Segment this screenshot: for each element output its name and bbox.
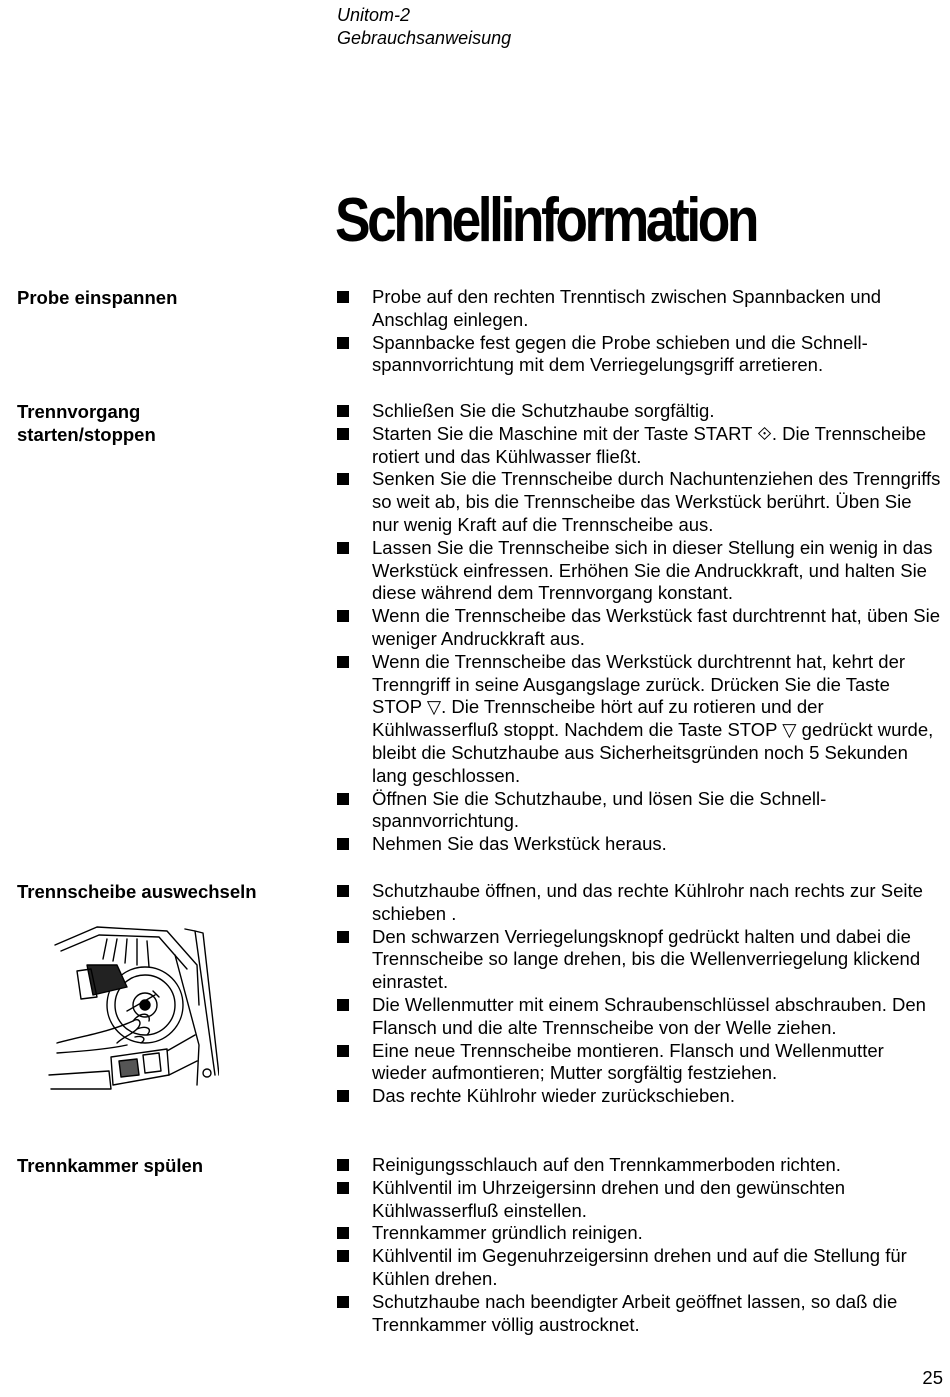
list-item: Kühlventil im Gegenuhrzeigersinn drehen und auf die Stellung für Kühlen drehen. <box>337 1245 942 1291</box>
bullet-icon <box>337 473 349 485</box>
bullet-icon <box>337 1296 349 1308</box>
bullet-icon <box>337 793 349 805</box>
list-item: Trennkammer gründlich reinigen. <box>337 1222 942 1245</box>
list-item: Schutzhaube öffnen, und das rechte Kühlrohr nach rechts zur Seite schieben . <box>337 880 942 926</box>
bullet-icon <box>337 1159 349 1171</box>
bullet-icon <box>337 337 349 349</box>
list-item: Wenn die Trennscheibe das Werkstück durchtrennt hat, kehrt der Trenngriff in seine Ausgangslage zurück. Drücken Sie die Taste STOP ▽. Die Trennscheibe hört auf zu rotieren und der Kühlwasserfluß stoppt. Nachdem die Taste STOP ▽ gedrückt wurde, bleibt die Schutzhaube aus Sicherheitsgründen noch 5 Sekunden lang geschlossen. <box>337 651 942 788</box>
list-item: Starten Sie die Maschine mit der Taste START ⟐. Die Trennscheibe rotiert und das Kühlwasser fließt. <box>337 423 942 469</box>
list-item: Die Wellenmutter mit einem Schraubenschlüssel abschrauben. Den Flansch und die alte Trennscheibe von der Welle ziehen. <box>337 994 942 1040</box>
list-item: Spannbacke fest gegen die Probe schieben und die Schnellspannvorrichtung mit dem Verriegelungsgriff arretieren. <box>337 332 942 378</box>
list-item: Probe auf den rechten Trenntisch zwischen Spannbacken und Anschlag einlegen. <box>337 286 942 332</box>
list-item: Das rechte Kühlrohr wieder zurückschieben. <box>337 1085 942 1108</box>
section-list-probe-einspannen <box>337 286 942 377</box>
cutoff-machine-illustration <box>47 925 219 1090</box>
bullet-icon <box>337 610 349 622</box>
list-item: Eine neue Trennscheibe montieren. Flansch und Wellenmutter wieder aufmontieren; Mutter sorgfältig festziehen. <box>337 1040 942 1086</box>
header-product: Unitom-2 <box>337 5 411 25</box>
bullet-icon <box>337 405 349 417</box>
bullet-icon <box>337 428 349 440</box>
bullet-icon <box>337 999 349 1011</box>
bullet-icon <box>337 1045 349 1057</box>
list-item: Lassen Sie die Trennscheibe sich in dieser Stellung ein wenig in das Werkstück einfressen. Erhöhen Sie die Andruckkraft, und halten Sie diese während dem Trennvorgang konstant. <box>337 537 942 605</box>
bullet-icon <box>337 1090 349 1102</box>
bullet-icon <box>337 1227 349 1239</box>
section-list-trennkammer-spuelen <box>337 1154 942 1336</box>
section-label-trennscheibe-auswechseln: Trennscheibe auswechseln <box>17 881 257 902</box>
bullet-icon <box>337 542 349 554</box>
bullet-icon <box>337 656 349 668</box>
list-item: Wenn die Trennscheibe das Werkstück fast durchtrennt hat, üben Sie weniger Andruckkraft aus. <box>337 605 942 651</box>
list-item: Nehmen Sie das Werkstück heraus. <box>337 833 942 856</box>
bullet-icon <box>337 1182 349 1194</box>
list-item: Den schwarzen Verriegelungsknopf gedrückt halten und dabei die Trennscheibe so lange drehen, bis die Wellenverriegelung klickend einrastet. <box>337 926 942 994</box>
document-header <box>337 4 511 50</box>
bullet-icon <box>337 291 349 303</box>
bullet-icon <box>337 1250 349 1262</box>
bullet-icon <box>337 885 349 897</box>
list-item: Öffnen Sie die Schutzhaube, und lösen Sie die Schnellspannvorrichtung. <box>337 788 942 834</box>
bullet-icon <box>337 838 349 850</box>
section-label-trennvorgang: Trennvorgang starten/stoppen <box>17 401 156 445</box>
list-item: Schutzhaube nach beendigter Arbeit geöffnet lassen, so daß die Trennkammer völlig austrocknet. <box>337 1291 942 1337</box>
list-item: Kühlventil im Uhrzeigersinn drehen und den gewünschten Kühlwasserfluß einstellen. <box>337 1177 942 1223</box>
list-item: Senken Sie die Trennscheibe durch Nachuntenziehen des Trenngriffs so weit ab, bis die Trennscheibe das Werkstück berührt. Üben Sie nur wenig Kraft auf die Trennscheibe aus. <box>337 468 942 536</box>
section-list-trennvorgang <box>337 400 942 856</box>
page-number: 25 <box>922 1367 943 1388</box>
section-label-trennkammer-spuelen: Trennkammer spülen <box>17 1155 204 1176</box>
list-item: Reinigungsschlauch auf den Trennkammerboden richten. <box>337 1154 942 1177</box>
section-label-probe-einspannen: Probe einspannen <box>17 287 178 308</box>
page-title: Schnellinformation <box>335 186 756 255</box>
list-item: Schließen Sie die Schutzhaube sorgfältig. <box>337 400 942 423</box>
bullet-icon <box>337 931 349 943</box>
section-list-trennscheibe-auswechseln <box>337 880 942 1108</box>
header-doc-type: Gebrauchsanweisung <box>337 28 512 48</box>
